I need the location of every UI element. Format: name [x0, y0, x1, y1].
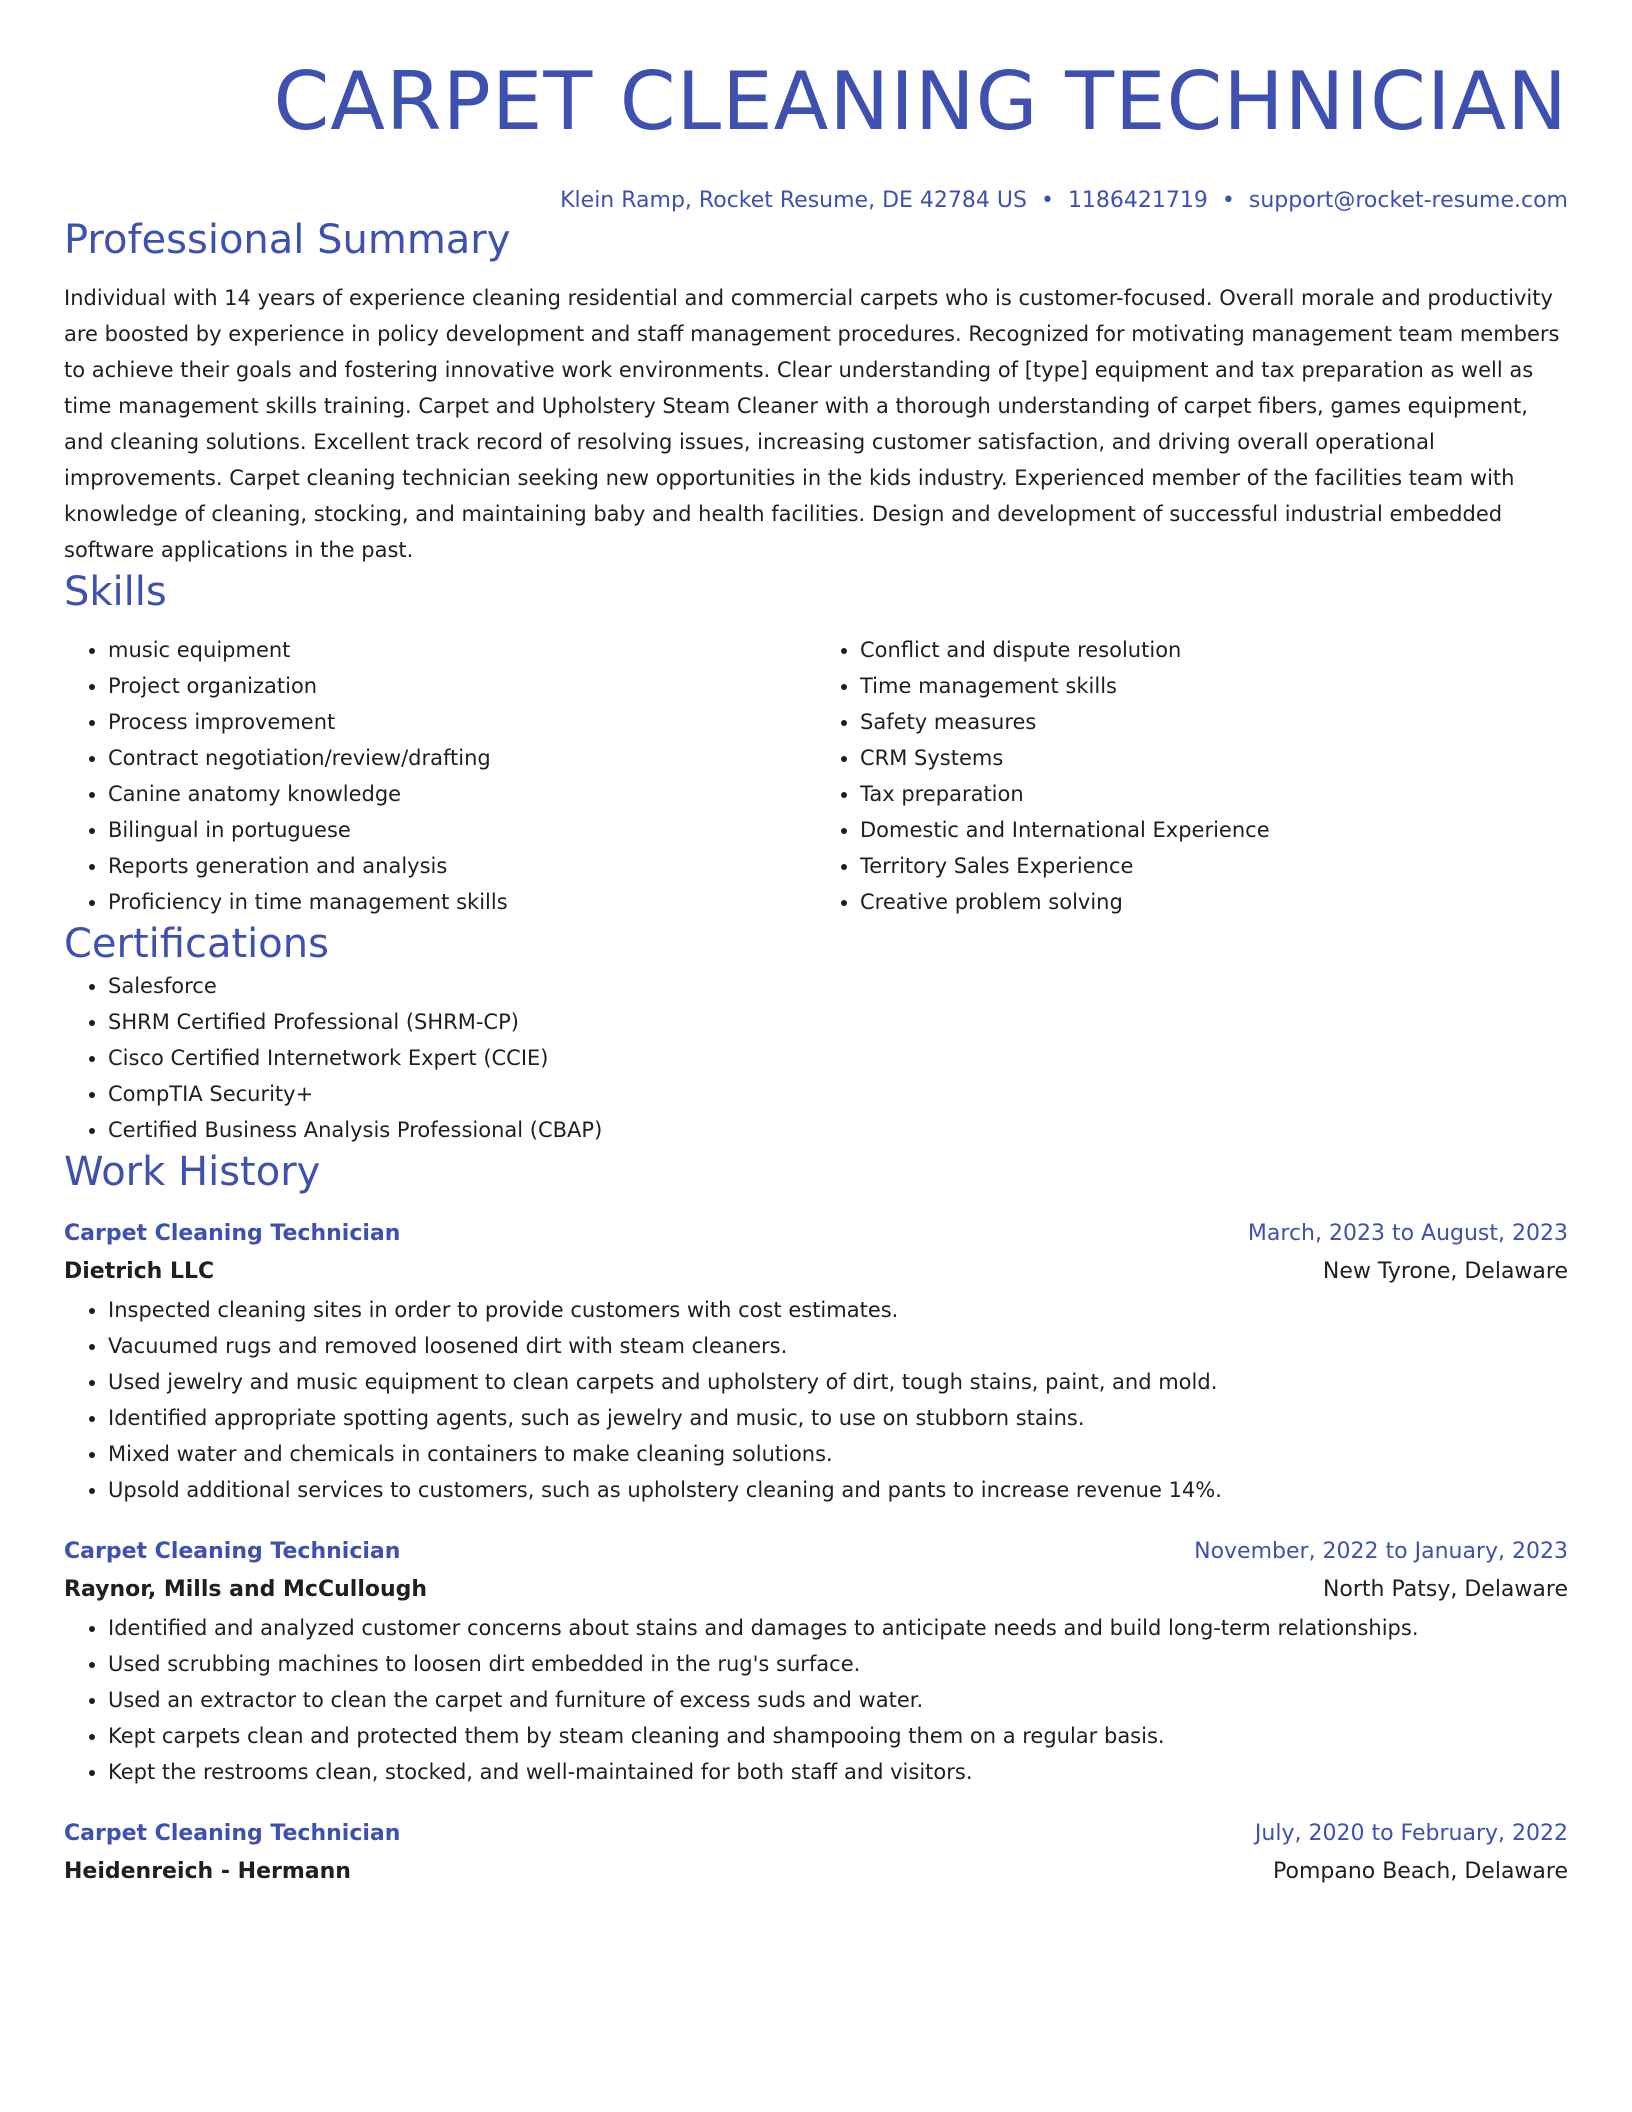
skill-item: • Safety measures — [860, 704, 1568, 740]
certification-item: • CompTIA Security+ — [108, 1076, 1568, 1112]
skill-item: • Canine anatomy knowledge — [108, 776, 816, 812]
skill-item: • Contract negotiation/review/drafting — [108, 740, 816, 776]
skill-item: • Bilingual in portuguese — [108, 812, 816, 848]
contact-separator: • — [1221, 188, 1235, 213]
skill-item: • Project organization — [108, 668, 816, 704]
skill-item: • Time management skills — [860, 668, 1568, 704]
job-company: Dietrich LLC — [64, 1259, 215, 1284]
job-dates: November, 2022 to January, 2023 — [1194, 1539, 1568, 1564]
skill-item: • Territory Sales Experience — [860, 848, 1568, 884]
job-company: Raynor, Mills and McCullough — [64, 1577, 428, 1602]
skills-columns — [64, 632, 1568, 920]
job-entry — [64, 1816, 1568, 1892]
skill-item: • music equipment — [108, 632, 816, 668]
certification-item: • SHRM Certified Professional (SHRM-CP) — [108, 1004, 1568, 1040]
duty-item: • Used jewelry and music equipment to clean carpets and upholstery of dirt, tough stains, paint, and mold. — [108, 1364, 1568, 1400]
phone: 1186421719 — [1067, 188, 1208, 213]
skill-item: • Reports generation and analysis — [108, 848, 816, 884]
skill-item: • Conflict and dispute resolution — [860, 632, 1568, 668]
duty-item: • Identified appropriate spotting agents, such as jewelry and music, to use on stubborn stains. — [108, 1400, 1568, 1436]
skills-list-left — [64, 632, 816, 920]
job-duties-list — [64, 1610, 1568, 1790]
skills-list-right — [816, 632, 1568, 920]
job-title: Carpet Cleaning Technician — [64, 1821, 401, 1846]
job-dates: March, 2023 to August, 2023 — [1247, 1221, 1568, 1246]
summary-heading: Professional Summary — [64, 217, 511, 263]
job-entry — [64, 1534, 1568, 1790]
certification-item: • Certified Business Analysis Professional (CBAP) — [108, 1112, 1568, 1148]
job-entry — [64, 1216, 1568, 1508]
duty-item: • Inspected cleaning sites in order to provide customers with cost estimates. — [108, 1292, 1568, 1328]
skill-item: • Domestic and International Experience — [860, 812, 1568, 848]
work-history-heading: Work History — [64, 1149, 321, 1195]
summary-text: Individual with 14 years of experience cleaning residential and commercial carpets who is customer-focused. Overall morale and productivity are boosted by experience in policy development and staff management procedures. Recognized for motivating management team members to achieve their goals and fostering innovative work environments. Clear understanding of [type] equipment and tax preparation as well as time management skills training. Carpet and Upholstery Steam Cleaner with a thorough understanding of carpet fibers, games equipment, and cleaning solutions. Excellent track record of resolving issues, increasing customer satisfaction, and driving overall operational improvements. Carpet cleaning technician seeking new opportunities in the kids industry. Experienced member of the facilities team with knowledge of cleaning, stocking, and maintaining baby and health facilities. Design and development of successful industrial embedded software applications in the past. — [64, 286, 1560, 562]
resume-page — [64, 0, 1568, 1892]
duty-item: • Used an extractor to clean the carpet and furniture of excess suds and water. — [108, 1682, 1568, 1718]
certifications-heading: Certifications — [64, 921, 329, 967]
contact-separator: • — [1040, 188, 1054, 213]
address: Klein Ramp, Rocket Resume, DE 42784 US — [560, 188, 1027, 213]
duty-item: • Used scrubbing machines to loosen dirt embedded in the rug's surface. — [108, 1646, 1568, 1682]
certifications-list — [64, 968, 1568, 1148]
job-title: Carpet Cleaning Technician — [64, 1539, 401, 1564]
duty-item: • Vacuumed rugs and removed loosened dirt with steam cleaners. — [108, 1328, 1568, 1364]
contact-line — [64, 186, 1568, 216]
skill-item: • CRM Systems — [860, 740, 1568, 776]
job-dates: July, 2020 to February, 2022 — [1254, 1821, 1568, 1846]
job-location: North Patsy, Delaware — [1322, 1577, 1568, 1602]
duty-item: • Mixed water and chemicals in containers to make cleaning solutions. — [108, 1436, 1568, 1472]
duty-item: • Identified and analyzed customer concerns about stains and damages to anticipate needs and build long-term relationships. — [108, 1610, 1568, 1646]
duty-item: • Upsold additional services to customers, such as upholstery cleaning and pants to increase revenue 14%. — [108, 1472, 1568, 1508]
duty-item: • Kept carpets clean and protected them by steam cleaning and shampooing them on a regular basis. — [108, 1718, 1568, 1754]
job-location: Pompano Beach, Delaware — [1273, 1859, 1568, 1884]
skill-item: • Creative problem solving — [860, 884, 1568, 920]
skill-item: • Tax preparation — [860, 776, 1568, 812]
skill-item: • Proficiency in time management skills — [108, 884, 816, 920]
job-duties-list — [64, 1292, 1568, 1508]
duty-item: • Kept the restrooms clean, stocked, and well-maintained for both staff and visitors. — [108, 1754, 1568, 1790]
certification-item: • Cisco Certified Internetwork Expert (CCIE) — [108, 1040, 1568, 1076]
skills-heading: Skills — [64, 569, 167, 615]
candidate-name: CARPET CLEANING TECHNICIAN — [273, 55, 1568, 148]
email-link[interactable]: support@rocket-resume.com — [1248, 188, 1568, 213]
skill-item: • Process improvement — [108, 704, 816, 740]
certification-item: • Salesforce — [108, 968, 1568, 1004]
job-title: Carpet Cleaning Technician — [64, 1221, 401, 1246]
job-location: New Tyrone, Delaware — [1322, 1259, 1568, 1284]
job-company: Heidenreich - Hermann — [64, 1859, 351, 1884]
